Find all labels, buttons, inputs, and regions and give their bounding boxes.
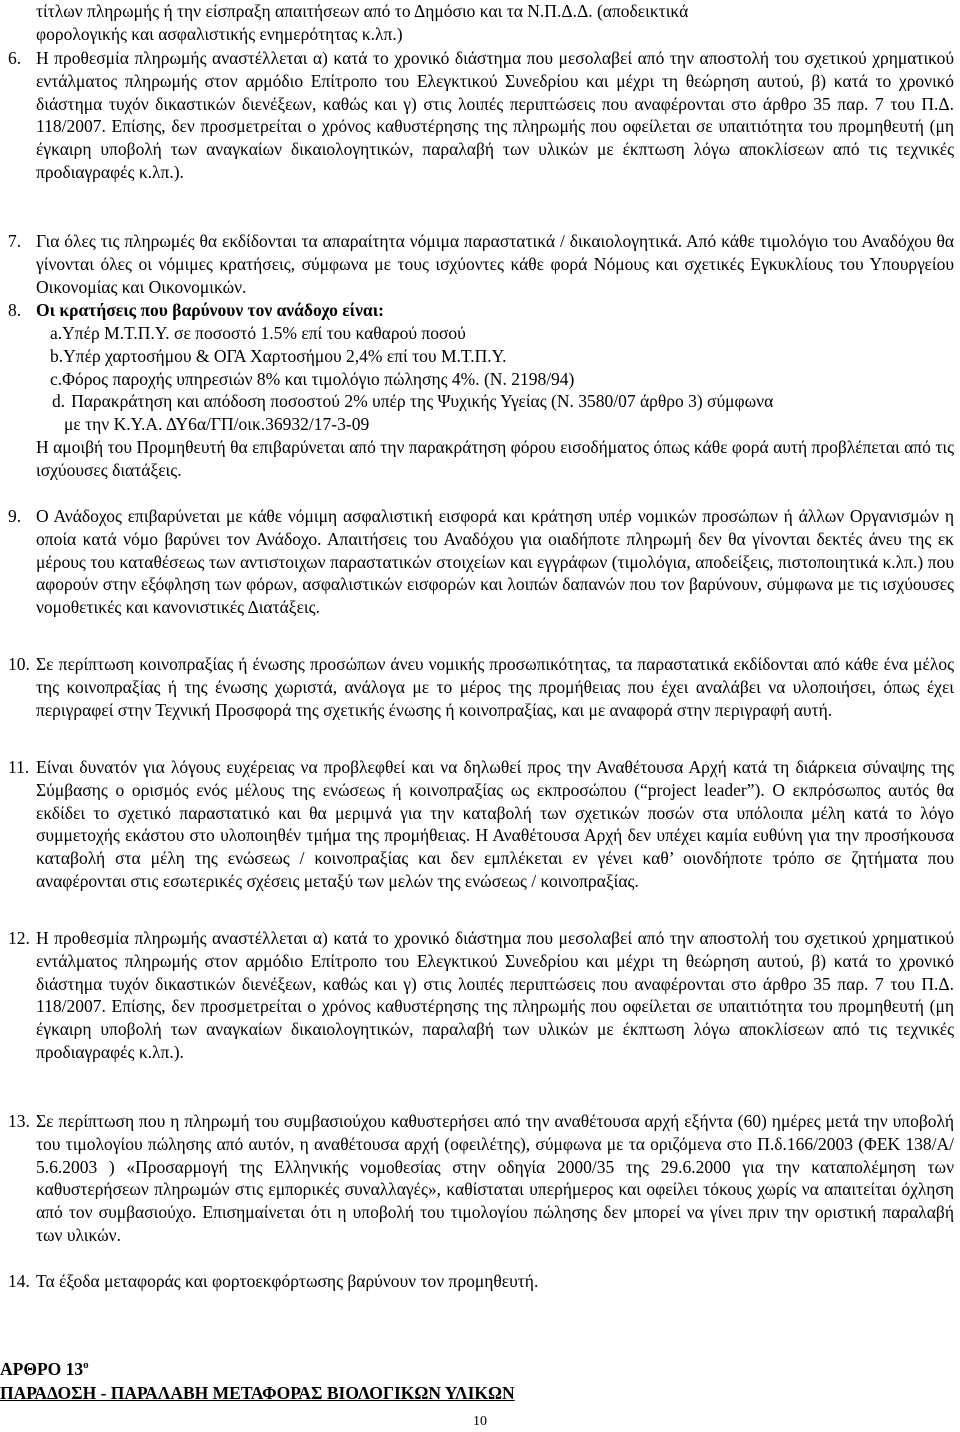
item-text: Είναι δυνατόν για λόγους ευχέρειας να προβλεφθεί και να δηλωθεί προς την Αναθέτουσα Αρχή κατά τη διάρκεια σύναψης της Σύμβασης ο ορισμός ενός μέλους της ενώσεως ή κοινοπραξίας ως εκπροσώπου (“project leader”). Ο εκπρόσωπος αυτός θα εκδίδει το σχετικό παραστατικό και θα μεριμνά για την καταβολή των σχετικών ποσών στα υπόλοιπα μέλη κατά το λόγο συμμετοχής εκάστου στο υλοποιηθέν τμήμα της προμήθειας. Η Αναθέτουσα Αρχή δεν υπέχει καμία ευθύνη για την προσήκουσα καταβολή στα μέλη της ενώσεως / κοινοπραξίας και δεν εμπλέκεται εν γένει καθ’ οιονδήποτε τρόπο σε ζητήματα που αναφέρονται στις εσωτερικές σχέσεις μεταξύ των μελών της ενώσεως / κοινοπραξίας. — [36, 757, 954, 891]
after-deductions-paragraph: Η αμοιβή του Προμηθευτή θα επιβαρύνεται από την παρακράτηση φόρου εισοδήματος όπως κάθε φορά αυτή προβλέπεται από τις ισχύουσες διατάξεις. — [36, 437, 954, 480]
list-item-6 — [8, 47, 954, 184]
deduction-item: a.Υπέρ Μ.Τ.Π.Υ. σε ποσοστό 1.5% επί του καθαρού ποσού — [50, 323, 466, 343]
item-number: 13. — [8, 1111, 30, 1131]
item-text: Σε περίπτωση που η πληρωμή του συμβασιούχου καθυστερήσει από την αναθέτουσα αρχή εξήντα (60) ημέρες μετά την υποβολή του τιμολογίου πώλησης από αυτόν, η αναθέτουσα αρχή (οφειλέτης), σύμφωνα με τα οριζόμενα στο Π.δ.166/2003 (ΦΕΚ 138/Α/ 5.6.2003 ) «Προσαρμογή της Ελληνικής νομοθεσίας στην οδηγία 2000/35 της 29.6.2000 για την καταπολέμηση των καθυστερήσεων πληρωμών στις εμπορικές συναλλαγές», καθίσταται υπερήμερος και οφείλει τόκους χωρίς να απαιτείται όχληση από τον συμβασιούχο. Επισημαίνεται ότι η υποβολή του τιμολογίου πώλησης δεν μπορεί να γίνει πριν την οριστική παραλαβή των υλικών. — [36, 1111, 954, 1245]
article-title: ΑΡΘΡΟ $13^o$ — [0, 1359, 89, 1379]
item-number: 6. — [8, 48, 22, 68]
list-item-12 — [8, 927, 954, 1064]
list-item-11 — [8, 756, 954, 893]
item-number: 7. — [8, 231, 22, 251]
list-item-13 — [8, 1110, 954, 1247]
page-number: 10 — [473, 1414, 487, 1429]
intro-line: φορολογικής και ασφαλιστικής ενημερότητας κ.λπ.) — [36, 23, 403, 44]
list-item-7 — [8, 230, 954, 298]
article-title-superscript: ο — [83, 1359, 89, 1372]
deduction-item: d. Παρακράτηση και απόδοση ποσοστού 2% υπέρ της Ψυχικής Υγείας (Ν. 3580/07 άρθρο 3) σύμφωνα — [52, 391, 774, 412]
item-text: Η προθεσμία πληρωμής αναστέλλεται α) κατά το χρονικό διάστημα που μεσολαβεί από την αποστολή του σχετικού χρηματικού εντάλματος πληρωμής στον αρμόδιο Επίτροπο του Ελεγκτικού Συνεδρίου και μέχρι τη θεώρηση αυτού, β) κατά το χρονικό διάστημα τυχόν δικαστικών διενέξεων, καθώς και γ) στις λοιπές περιπτώσεις που αναφέρονται στο άρθρο 35 παρ. 7 του Π.Δ. 118/2007. Επίσης, δεν προσμετρείται ο χρόνος καθυστέρησης της πληρωμής που οφείλεται σε υπαιτιότητα του προμηθευτή (μη έγκαιρη υποβολή των αναγκαίων δικαιολογητικών, παραλαβή των υλικών με έκπτωση λόγω αποκλίσεων από τις τεχνικές προδιαγραφές κ.λπ.). — [36, 48, 954, 182]
list-item-10 — [8, 653, 954, 721]
item-text: Σε περίπτωση κοινοπραξίας ή ένωσης προσώπων άνευ νομικής προσωπικότητας, τα παραστατικά εκδίδονται από κάθε ένα μέλος της κοινοπραξίας ή της ένωσης χωριστά, ανάλογα με το μέρος της προμήθειας που έχει αναλάβει να υλοποιήσει, όπως έχει περιγραφεί στην Τεχνική Προσφορά της σχετικής ένωσης ή κοινοπραξίας, και με αναφορά στην περιγραφή αυτή. — [36, 654, 954, 720]
item-number: 14. — [8, 1271, 30, 1291]
item-number: 8. — [8, 300, 22, 320]
list-item-8 — [8, 299, 954, 322]
list-item-14 — [8, 1270, 954, 1293]
item-text: Οι κρατήσεις που βαρύνουν τον ανάδοχο είναι: — [36, 300, 384, 320]
deduction-item: c.Φόρος παροχής υπηρεσιών 8% και τιμολόγιο πώλησης 4%. (Ν. 2198/94) — [50, 368, 575, 389]
item-number: 11. — [8, 757, 30, 777]
item-text: Για όλες τις πληρωμές θα εκδίδονται τα απαραίτητα νόμιμα παραστατικά / δικαιολογητικά. Από κάθε τιμολόγιο του Αναδόχου θα γίνονται όλες οι νόμιμες κρατήσεις, σύμφωνα με τους ισχύοντες κάθε φορά Νόμους και σχετικές Εγκυκλίους του Υπουργείου Οικονομίας και Οικονομικών. — [36, 231, 954, 297]
item-text: Ο Ανάδοχος επιβαρύνεται με κάθε νόμιμη ασφαλιστική εισφορά και κράτηση υπέρ νομικών προσώπων ή άλλων Οργανισμών η οποία κατά νόμο βαρύνει τον Ανάδοχο. Απαιτήσεις του Αναδόχου για οιαδήποτε πληρωμή δεν θα γίνονται δεκτές άνευ της εκ μέρους του καταθέσεως των αντιστοιχων παραστατικών στοιχείων και εγγράφων (τιμολόγια, αποδείξεις, πιστοποιητικά κ.λπ.) που αφορούν στην εξόφληση των φόρων, ασφαλιστικών εισφορών και λοιπών δαπανών που τον βαρύνουν, σύμφωνα με τις ισχύουσες νομοθετικές και κανονιστικές Διατάξεις. — [36, 506, 954, 618]
item-number: 12. — [8, 928, 30, 948]
item-number: 9. — [8, 506, 22, 526]
intro-paragraph — [36, 0, 954, 46]
deduction-item: b.Υπέρ χαρτοσήμου & ΟΓΑ Χαρτοσήμου 2,4% επί του Μ.Τ.Π.Υ. — [50, 345, 507, 366]
intro-line: τίτλων πληρωμής ή την είσπραξη απαιτήσεων από το Δημόσιο και τα Ν.Π.Δ.Δ. (αποδεικτικά — [36, 1, 689, 21]
item-text: Η προθεσμία πληρωμής αναστέλλεται α) κατά το χρονικό διάστημα που μεσολαβεί από την αποστολή του σχετικού χρηματικού εντάλματος πληρωμής στον αρμόδιο Επίτροπο του Ελεγκτικού Συνεδρίου και μέχρι τη θεώρηση αυτού, β) κατά το χρονικό διάστημα τυχόν δικαστικών διενέξεων, καθώς και γ) στις λοιπές περιπτώσεις που αναφέρονται στο άρθρο 35 παρ. 7 του Π.Δ. 118/2007. Επίσης, δεν προσμετρείται ο χρόνος καθυστέρησης της πληρωμής που οφείλεται σε υπαιτιότητα του προμηθευτή (μη έγκαιρη υποβολή των αναγκαίων δικαιολογητικών, παραλαβή των υλικών με έκπτωση λόγω αποκλίσεων από τις τεχνικές προδιαγραφές κ.λπ.). — [36, 928, 954, 1062]
item-text: Τα έξοδα μεταφοράς και φορτοεκφόρτωσης βαρύνουν τον προμηθευτή. — [36, 1271, 539, 1291]
item-number: 10. — [8, 654, 30, 674]
list-item-9 — [8, 505, 954, 619]
deduction-item-continuation: με την Κ.Υ.Α. ΔΥ6α/ΓΠ/οικ.36932/17-3-09 — [64, 414, 370, 435]
deductions-list — [50, 322, 954, 436]
article-subtitle: ΠΑΡΑΔΟΣΗ - ΠΑΡΑΛΑΒΗ ΜΕΤΑΦΟΡΑΣ ΒΙΟΛΟΓΙΚΩΝ ΥΛΙΚΩΝ — [0, 1383, 515, 1403]
